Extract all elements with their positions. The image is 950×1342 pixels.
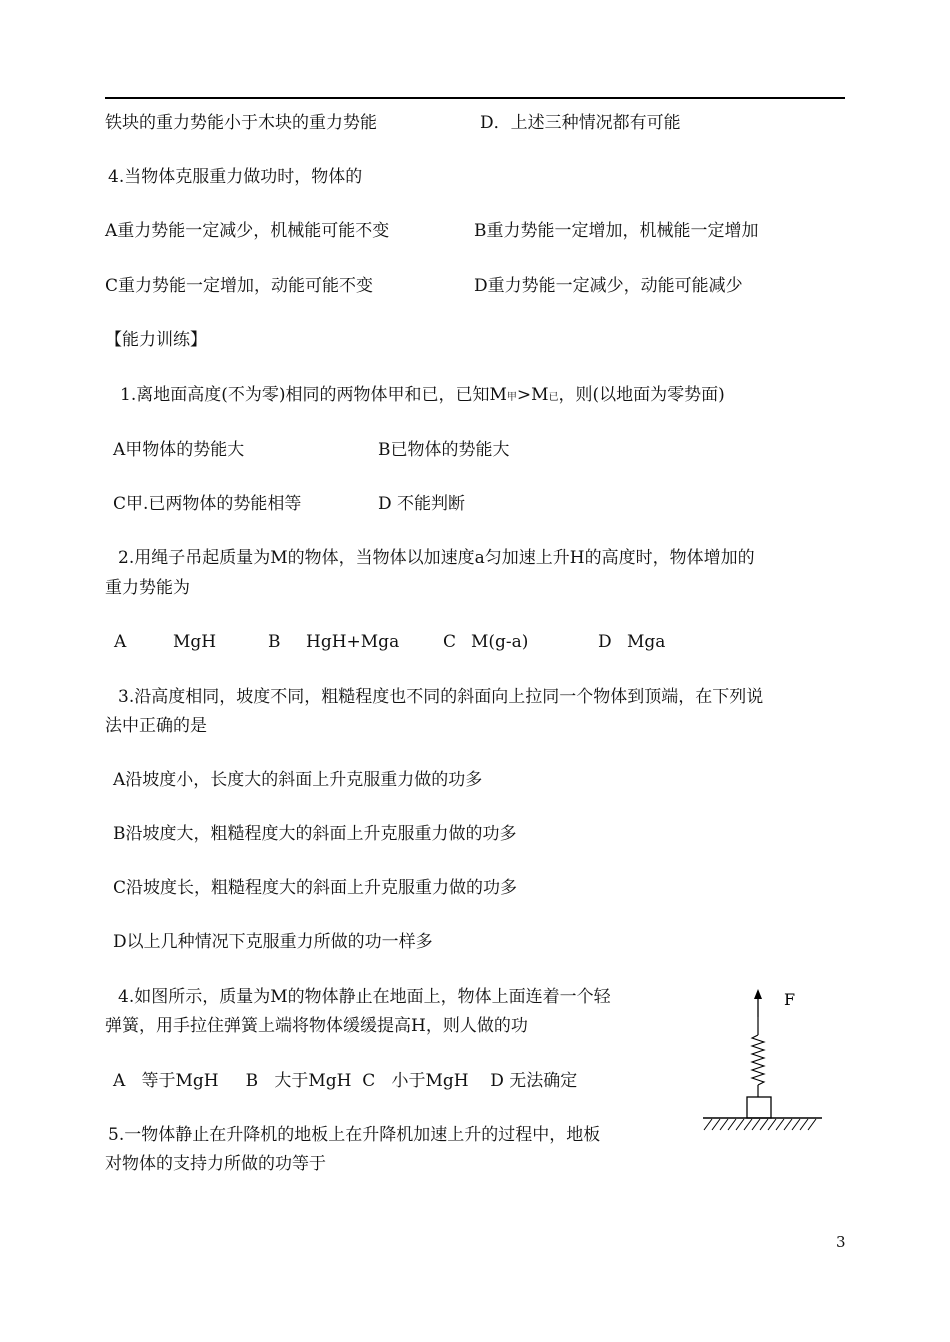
t1-option-d: D 不能判断	[378, 494, 466, 514]
t1-stem-c: ，则(以地面为零势面)	[558, 385, 725, 405]
t2-stem-line2: 重力势能为	[105, 578, 190, 598]
t4-options: A 等于MgH B 大于MgH C 小于MgH D 无法确定	[113, 1071, 578, 1091]
section-title: 【能力训练】	[105, 330, 207, 350]
t3-option-c: C沿坡度长，粗糙程度大的斜面上升克服重力做的功多	[113, 878, 518, 898]
t1-option-a: A甲物体的势能大	[113, 440, 245, 460]
t3-option-d: D以上几种情况下克服重力所做的功一样多	[113, 932, 433, 952]
q4-option-a: A重力势能一定减少，机械能可能不变	[105, 221, 390, 241]
q4-stem: 4.当物体克服重力做功时，物体的	[108, 167, 363, 187]
t2-option-c-label: C	[443, 632, 457, 652]
header-rule	[105, 97, 845, 99]
t2-option-d-label: D	[598, 632, 612, 652]
t1-sub-jia: 甲	[506, 392, 517, 403]
t5-stem-line1: 5.一物体静止在升降机的地板上在升降机加速上升的过程中，地板	[108, 1125, 601, 1145]
t1-stem-b: >M	[516, 385, 549, 405]
q4-option-d: D重力势能一定减少，动能可能减少	[474, 276, 743, 296]
t2-option-b-label: B	[268, 632, 281, 652]
t1-option-b: B已物体的势能大	[378, 440, 510, 460]
t4-stem-line2: 弹簧，用手拉住弹簧上端将物体缓缓提高H，则人做的功	[105, 1016, 528, 1036]
t2-option-a-label: A	[114, 632, 127, 652]
t2-option-a-value: MgH	[173, 632, 217, 652]
prev-option-d: D．上述三种情况都有可能	[480, 113, 681, 133]
t2-stem-line1: 2.用绳子吊起质量为M的物体，当物体以加速度a匀加速上升H的高度时，物体增加的	[118, 548, 755, 568]
t2-option-d-value: Mga	[627, 632, 666, 652]
t4-stem-line1: 4.如图所示，质量为M的物体静止在地面上，物体上面连着一个轻	[118, 987, 611, 1007]
prev-option-c: 铁块的重力势能小于木块的重力势能	[105, 113, 377, 133]
q4-option-b: B重力势能一定增加，机械能一定增加	[474, 221, 759, 241]
t3-option-b: B沿坡度大，粗糙程度大的斜面上升克服重力做的功多	[113, 824, 517, 844]
t1-stem-a: 1.离地面高度(不为零)相同的两物体甲和已，已知M	[120, 385, 507, 405]
t1-stem	[120, 385, 725, 408]
force-arrow-head	[754, 989, 762, 999]
t3-stem-line2: 法中正确的是	[105, 716, 207, 736]
page-number: 3	[836, 1233, 846, 1251]
force-label: F	[784, 990, 796, 1009]
t1-sub-yi: 已	[548, 392, 559, 403]
t5-stem-line2: 对物体的支持力所做的功等于	[105, 1154, 326, 1174]
t1-option-c: C甲.已两物体的势能相等	[113, 494, 302, 514]
ground-hatching	[704, 1119, 816, 1130]
spring-coil	[752, 1035, 764, 1085]
q4-option-c: C重力势能一定增加，动能可能不变	[105, 276, 374, 296]
spring-block-figure	[700, 985, 830, 1135]
t3-stem-line1: 3.沿高度相同，坡度不同，粗糙程度也不同的斜面向上拉同一个物体到顶端，在下列说	[118, 687, 764, 707]
t2-option-b-value: HgH+Mga	[306, 632, 400, 652]
t2-option-c-value: M(g-a)	[471, 632, 529, 652]
t3-option-a: A沿坡度小，长度大的斜面上升克服重力做的功多	[113, 770, 483, 790]
block	[747, 1097, 771, 1118]
